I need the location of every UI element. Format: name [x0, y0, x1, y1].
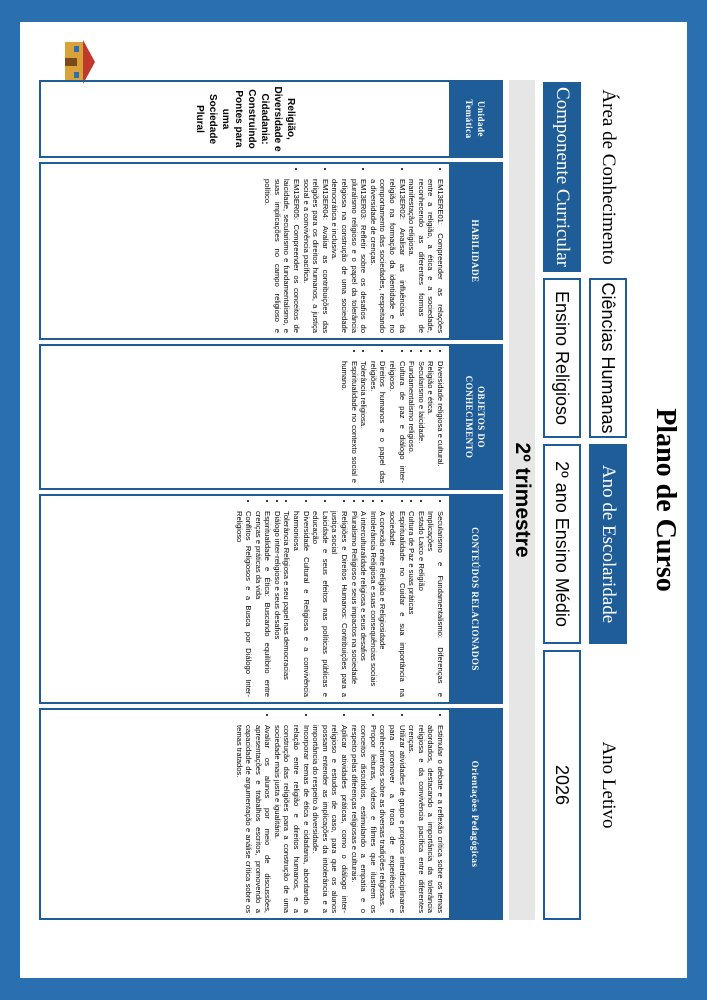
unidade-header: Unidade Temática	[449, 82, 501, 156]
orientacao-item: • Propor leituras, vídeos e filmes que ilustrem os conceitos discutidos, estimulando a empatia e o respeito pelas diferenças religiosas e culturais.	[349, 725, 378, 913]
objeto-item: • Secularismo e laicidade.	[416, 361, 426, 483]
conteudo-item: • Tolerância Religiosa e seu papel nas democracias	[282, 511, 292, 697]
conteudo-item: • Espiritualidade no Cuidar e sua importância na sociedade	[387, 511, 406, 697]
conteudo-item: • Intolerância Religiosa e suas consequências sociais	[368, 511, 378, 697]
orientacao-item: • Incorporar temas de ética e cidadania, abordando a relação entre religião e direitos humanos, e a construção das religiões para a construção de uma sociedade mais justa e igualitária.	[272, 725, 310, 913]
conteudo-item: • Diálogo inter-religioso e seus desafios	[272, 511, 282, 697]
orientacoes-header: Orientações Pedagógicas	[449, 710, 501, 918]
objeto-item: • Espiritualidade no contexto social e humano.	[339, 361, 358, 483]
ano-value: 2026	[543, 650, 581, 920]
area-value: Ciências Humanas	[589, 278, 627, 438]
conteudos-column	[39, 494, 503, 704]
orientacao-item: • Utilizar atividades de grupo e projetos interdisciplinares para promover a troca de experiências e conhecimentos sobre as diversas tradições religiosas.	[378, 725, 407, 913]
orientacoes-body	[41, 710, 449, 918]
trimestre-bar: 2º trimestre	[509, 80, 535, 920]
orientacao-item: • Estimular o debate e a reflexão crítica sobre os temas abordados, destacando a importância da tolerância religiosa e da convivência pacífica entre diferentes crenças.	[407, 725, 445, 913]
ano-label: Ano Letivo	[598, 741, 619, 829]
orientacao-item: • Aplicar atividades práticas, como o diálogo inter-religioso e estudos de caso, para que os alunos possam entender as implicações da intolerância e a importância do respeito à diversidade.	[311, 725, 349, 913]
area-label: Área de Conhecimento	[598, 89, 619, 265]
componente-value: Ensino Religioso	[543, 278, 581, 438]
rotated-content	[20, 22, 687, 978]
objeto-item: • Tolerância religiosa.	[359, 361, 369, 483]
habilidade-item: • EM13ER04: Avaliar as contribuições das religiões para os direitos humanos, a justiça social e a convivência pacífica.	[301, 179, 330, 333]
habilidade-header: HABILIDADE	[449, 164, 501, 338]
conteudo-item: • Secularismo e Fundamentalismo: Diferenças e Implicações	[426, 511, 445, 697]
conteudo-item: • Espiritualidade e Ética: Buscando equilíbrio entre crenças e práticas da vida	[253, 511, 272, 697]
header-row-2	[543, 82, 581, 920]
habilidade-column	[39, 162, 503, 340]
school-logo-icon	[63, 40, 97, 84]
conteudos-body	[41, 496, 449, 702]
objetos-column	[39, 344, 503, 490]
conteudo-item: • Conflitos Religiosos e a Busca por Diálogo Inter-Religioso	[234, 511, 253, 697]
habilidade-item: • EM13ERE01: Compreender as relações entre a religião, a ética e a sociedade, reconhecendo as diferentes formas de manifestação religiosa.	[407, 179, 445, 333]
plan-table	[39, 80, 503, 920]
document-sheet	[20, 22, 687, 978]
conteudo-item: • A interculturalidade religiosa e seus desafios	[359, 511, 369, 697]
conteudo-item: • Diversidade Cultural e Religiosa e a convivência harmoniosa	[292, 511, 311, 697]
objeto-item: • Diversidade religiosa e cultural.	[435, 361, 445, 483]
serie-value: 2º ano Ensino Médio	[543, 444, 581, 644]
habilidade-item: • EM13ER03: Refletir sobre os desafios do pluralismo religioso e o papel da tolerância religiosa na construção de uma sociedade democrática e inclusiva.	[330, 179, 368, 333]
page-title: Plano de Curso	[650, 408, 681, 592]
habilidade-item: • EM13ER05: Compreender os conceitos de laicidade, secularismo e fundamentalismo, e suas implicações no campo religioso e político.	[263, 179, 301, 333]
componente-label: Componente Curricular	[543, 82, 581, 272]
conteudo-item: • Pluralismo Religioso e seus impactos na sociedade	[349, 511, 359, 697]
header-row-1	[589, 82, 627, 920]
conteudo-item: • Estado Laico e Religião	[416, 511, 426, 697]
objeto-item: • Religião e ética.	[426, 361, 436, 483]
objetos-body	[41, 346, 449, 488]
conteudo-item: • Laicidade e seus efeitos nas políticas públicas e educação	[311, 511, 330, 697]
conteudos-header: CONTEÚDOS RELACIONADOS	[449, 496, 501, 702]
objeto-item: • Direitos humanos e o papel das religiões.	[368, 361, 387, 483]
habilidade-body	[41, 164, 449, 338]
orientacoes-column	[39, 708, 503, 920]
unidade-column	[39, 80, 503, 158]
conteudo-item: • Cultura de Paz e suas práticas	[407, 511, 417, 697]
objetos-header: OBJETOS DO CONHECIMENTO	[449, 346, 501, 488]
orientacao-item: • Avaliar os alunos por meio de discussões, apresentações e trabalhos escritos, promovendo a capacidade de argumentação e análise crítica sobre os temas tratados.	[234, 725, 272, 913]
serie-label: Ano de Escolaridade	[589, 444, 627, 644]
objeto-item: • Cultura de paz e diálogo inter-religioso.	[387, 361, 406, 483]
habilidade-item: • EM13ER02: Analisar as influências da religião na formação da identidade e no comportamento das sociedades, respeitando a diversidade de crenças.	[368, 179, 406, 333]
conteudo-item: • A conexão entre Religião e Religiosidade	[378, 511, 388, 697]
unidade-text: Religião, Diversidade e Cidadania: Construindo Pontes para uma Sociedade Plural	[194, 86, 296, 152]
conteudo-item: • Religiões e Direitos Humanos: Contribuições para a justiça social	[330, 511, 349, 697]
objeto-item: • Fundamentalismo religioso.	[407, 361, 417, 483]
